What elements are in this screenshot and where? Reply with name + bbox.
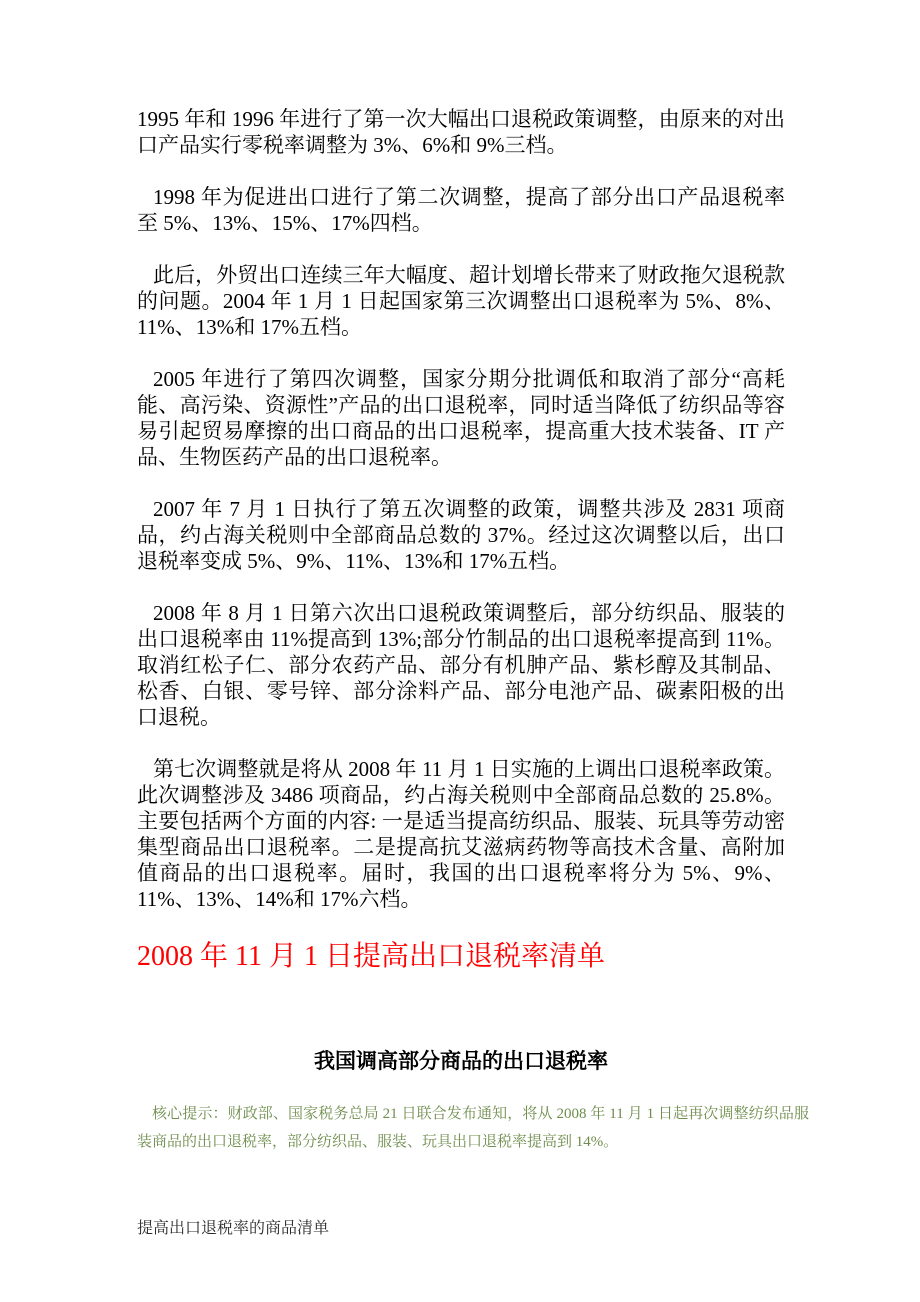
policy-paragraph-fourth-adjustment: 2005 年进行了第四次调整，国家分期分批调低和取消了部分“高耗能、高污染、资源性”产品的出口退税率，同时适当降低了纺织品等容易引起贸易摩擦的出口商品的出口退税率，提高重大技术装备、IT 产品、生物医药产品的出口退税率。 — [137, 367, 785, 469]
policy-paragraph-sixth-adjustment: 2008 年 8 月 1 日第六次出口退税政策调整后，部分纺织品、服装的出口退税率由 11%提高到 13%;部分竹制品的出口退税率提高到 11%。取消红松子仁、部分农药产品、部分有机胂产品、紫杉醇及其制品、松香、白银、零号锌、部分涂料产品、部分电池产品、碳素阳极的出口退税。 — [137, 601, 785, 729]
policy-paragraph-fifth-adjustment: 2007 年 7 月 1 日执行了第五次调整的政策，调整共涉及 2831 项商品，约占海关税则中全部商品总数的 37%。经过这次调整以后，出口退税率变成 5%、9%、11%、13%和 17%五档。 — [137, 497, 785, 573]
core-notice: 核心提示：财政部、国家税务总局 21 日联合发布通知，将从 2008 年 11 月 1 日起再次调整纺织品服装商品的出口退税率，部分纺织品、服装、玩具出口退税率提高到 14%。 — [137, 1106, 809, 1150]
section-title: 我国调高部分商品的出口退税率 — [314, 1049, 608, 1073]
policy-paragraph-third-adjustment: 此后，外贸出口连续三年大幅度、超计划增长带来了财政拖欠退税款的问题。2004 年 1 月 1 日起国家第三次调整出口退税率为 5%、8%、11%、13%和 17%五档。 — [137, 263, 785, 339]
red-heading-rebate-list: 2008 年 11 月 1 日提高出口退税率清单 — [137, 941, 605, 972]
document-content — [137, 106, 809, 1240]
policy-paragraph-second-adjustment: 1998 年为促进出口进行了第二次调整，提高了部分出口产品退税率至 5%、13%、15%、17%四档。 — [137, 185, 785, 235]
policy-paragraph-seventh-adjustment: 第七次调整就是将从 2008 年 11 月 1 日实施的上调出口退税率政策。此次调整涉及 3486 项商品，约占海关税则中全部商品总数的 25.8%。主要包括两个方面的内容: 一是适当提高纺织品、服装、玩具等劳动密集型商品出口退税率。二是提高抗艾滋病药物等高技术含量、高附加值商品的出口退税率。届时，我国的出口退税率将分为 5%、9%、11%、13%、14%和 17%六档。 — [137, 757, 785, 911]
policy-paragraph-first-adjustment: 1995 年和 1996 年进行了第一次大幅出口退税政策调整，由原来的对出口产品实行零税率调整为 3%、6%和 9%三档。 — [137, 107, 785, 157]
list-caption: 提高出口退税率的商品清单 — [137, 1220, 330, 1237]
